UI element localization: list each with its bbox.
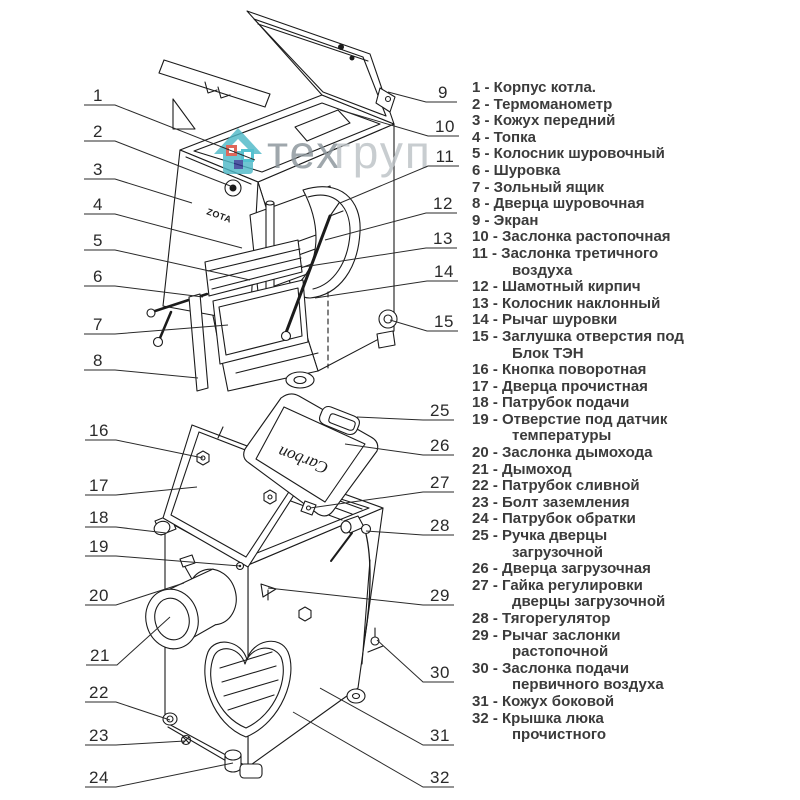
legend-item-17: 17 - Дверца прочистная: [472, 377, 648, 395]
callout-number-12: 12: [433, 194, 453, 213]
callout-number-30: 30: [430, 663, 450, 682]
legend-item-4: 4 - Топка: [472, 128, 536, 146]
callout-number-25: 25: [430, 401, 450, 420]
legend: [472, 80, 798, 744]
legend-item-21: 21 - Дымоход: [472, 460, 572, 478]
legend-item-3: 3 - Кожух передний: [472, 112, 616, 130]
callout-number-18: 18: [89, 508, 109, 527]
legend-item-29: 29 - Рычаг заслонки: [472, 626, 621, 644]
legend-item-25: 25 - Ручка дверцы: [472, 527, 608, 545]
legend-item-6: 6 - Шуровка: [472, 161, 561, 179]
callout-number-13: 13: [433, 229, 453, 248]
legend-item-30: 30 - Заслонка подачи: [472, 659, 630, 677]
callout-number-29: 29: [430, 586, 450, 605]
leader-line-22: [85, 702, 170, 720]
brand-logo-top: ZOTA: [205, 206, 234, 225]
legend-item-19: 19 - Отверстие под датчик: [472, 410, 668, 428]
foot: [286, 372, 314, 388]
legend-item-9: 9 - Экран: [472, 211, 539, 229]
callout-number-15: 15: [434, 312, 454, 331]
legend-item-28: 28 - Тягорегулятор: [472, 610, 611, 627]
foot: [347, 689, 365, 703]
legend-item-30-wrap: первичного воздуха: [512, 676, 664, 694]
callout-number-23: 23: [89, 726, 109, 745]
brand-logo-door: Carbon: [275, 442, 331, 478]
legend-item-26: 26 - Дверца загрузочная: [472, 560, 651, 578]
legend-item-2: 2 - Термоманометр: [472, 95, 613, 113]
legend-item-14: 14 - Рычаг шуровки: [472, 311, 618, 329]
legend-item-11: 11 - Заслонка третичного: [472, 244, 659, 262]
drain-stub: [163, 713, 177, 725]
legend-item-24: 24 - Патрубок обратки: [472, 510, 636, 528]
callout-number-11: 11: [435, 147, 455, 166]
legend-item-11-wrap: воздуха: [512, 261, 573, 279]
callout-number-20: 20: [89, 586, 109, 605]
legend-item-27: 27 - Гайка регулировки: [472, 576, 643, 594]
legend-item-25-wrap: загрузочной: [512, 543, 603, 561]
callout-number-31: 31: [430, 726, 450, 745]
callout-number-32: 32: [430, 768, 450, 787]
turn-knob: [264, 490, 276, 504]
watermark-text-light: груп: [334, 126, 432, 178]
legend-item-8: 8 - Дверца шуровочная: [472, 195, 645, 213]
legend-item-12: 12 - Шамотный кирпич: [472, 278, 641, 296]
legend-item-5: 5 - Колосник шуровочный: [472, 145, 665, 163]
top-bar: [159, 60, 270, 107]
legend-item-22: 22 - Патрубок сливной: [472, 477, 640, 495]
callout-number-17: 17: [89, 476, 109, 495]
callout-number-8: 8: [93, 351, 103, 370]
callout-number-7: 7: [93, 315, 103, 334]
callout-number-9: 9: [438, 83, 448, 102]
heater-plug: [379, 310, 397, 328]
callout-number-28: 28: [430, 516, 450, 535]
legend-item-15: 15 - Заглушка отверстия под: [472, 327, 684, 345]
legend-item-32-wrap: прочистного: [512, 726, 607, 744]
callout-number-21: 21: [90, 646, 110, 665]
callout-number-2: 2: [93, 122, 103, 141]
leader-line-7: [84, 325, 228, 334]
legend-item-7: 7 - Зольный ящик: [472, 178, 605, 196]
leader-line-8: [84, 370, 198, 378]
legend-item-29-wrap: растопочной: [512, 643, 609, 661]
callout-number-22: 22: [89, 683, 109, 702]
foot: [240, 764, 262, 778]
legend-item-19-wrap: температуры: [512, 427, 612, 445]
watermark-text-dark: тех: [267, 126, 342, 178]
callout-number-5: 5: [93, 231, 103, 250]
callout-number-24: 24: [89, 768, 109, 787]
callout-number-16: 16: [89, 421, 109, 440]
callout-number-19: 19: [89, 537, 109, 556]
callout-number-14: 14: [434, 262, 454, 281]
legend-item-1: 1 - Корпус котла.: [472, 79, 596, 96]
legend-item-27-wrap: дверцы загрузочной: [512, 593, 666, 611]
callout-number-4: 4: [93, 195, 103, 214]
legend-item-16: 16 - Кнопка поворотная: [472, 361, 647, 379]
legend-item-20: 20 - Заслонка дымохода: [472, 444, 653, 462]
legend-item-32: 32 - Крышка люка: [472, 709, 604, 727]
legend-item-15-wrap: Блок ТЭН: [512, 344, 584, 362]
legend-item-10: 10 - Заслонка растопочная: [472, 228, 671, 246]
legend-item-23: 23 - Болт заземления: [472, 493, 630, 511]
callout-number-26: 26: [430, 436, 450, 455]
legend-item-13: 13 - Колосник наклонный: [472, 294, 661, 312]
legend-item-31: 31 - Кожух боковой: [472, 692, 615, 710]
callout-number-10: 10: [435, 117, 455, 136]
callout-number-1: 1: [93, 86, 103, 105]
callout-number-6: 6: [93, 267, 103, 286]
callout-number-3: 3: [93, 160, 103, 179]
callout-number-27: 27: [430, 473, 450, 492]
legend-item-18: 18 - Патрубок подачи: [472, 394, 630, 412]
